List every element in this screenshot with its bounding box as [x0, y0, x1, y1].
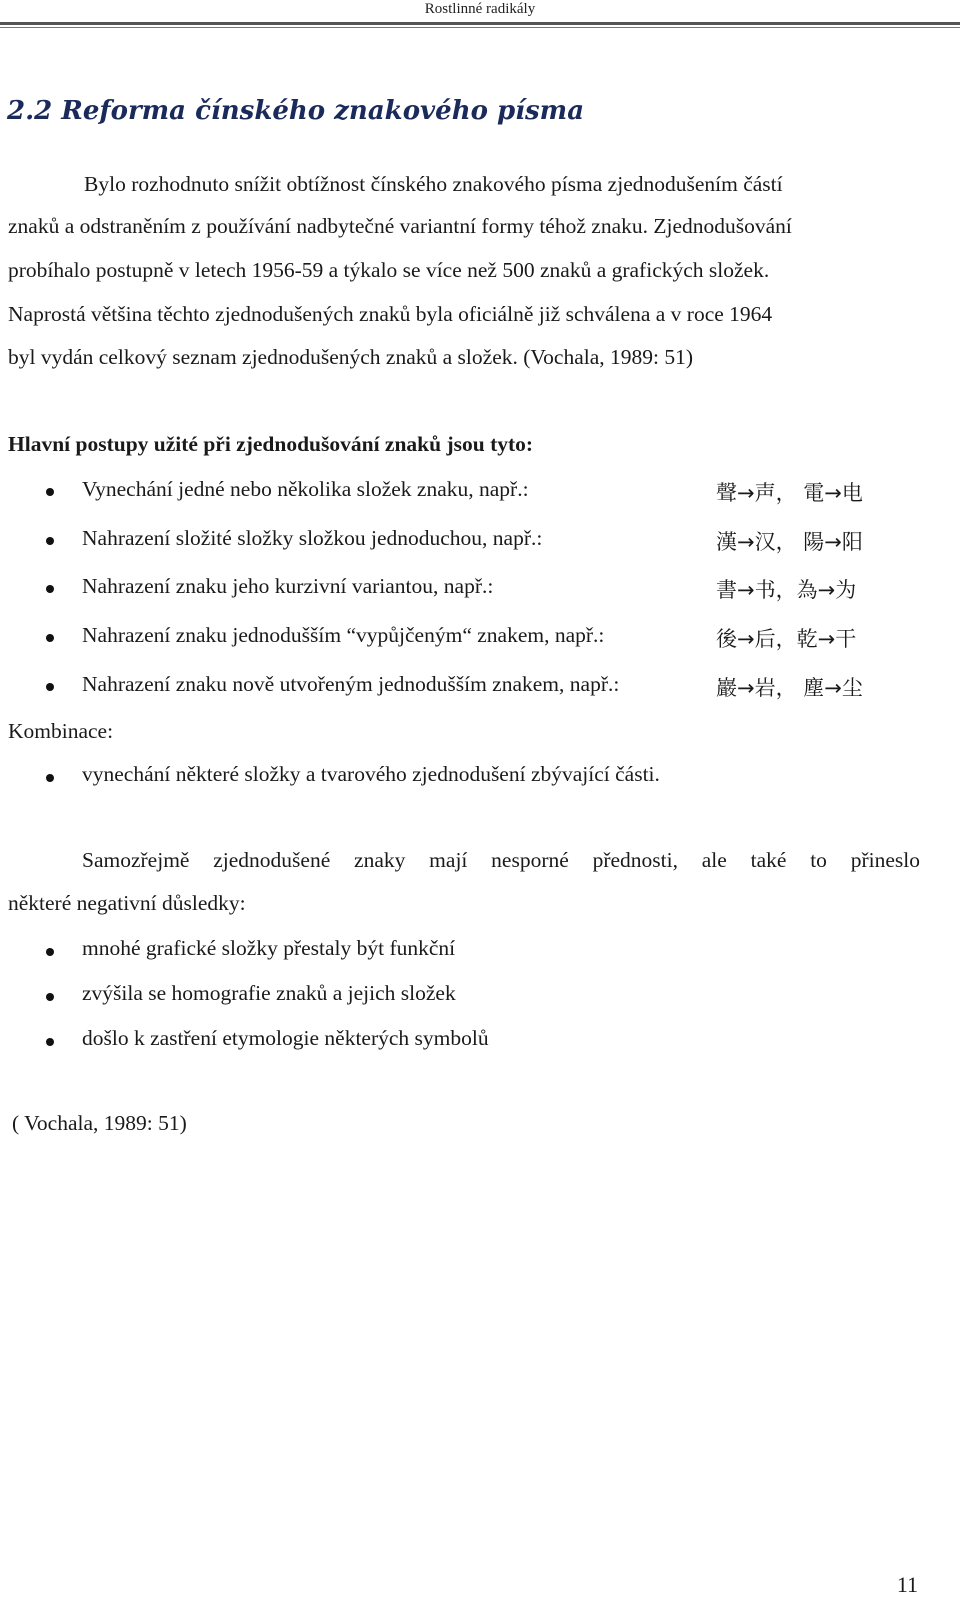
intro-line-3: probíhalo postupně v letech 1956-59 a týkalo se více než 500 znaků a grafických složek. [8, 258, 770, 282]
section-title: 2.2 Reforma čínského znakového písma [7, 96, 585, 126]
method-item-example: 後→后，乾→干 [716, 627, 857, 651]
method-item-text: Nahrazení znaku jeho kurzivní variantou, např.: [82, 574, 494, 598]
method-item-text: Nahrazení znaku nově utvořeným jednodušším znakem, např.: [82, 672, 620, 696]
bullet [46, 488, 54, 496]
method-item-text: Nahrazení znaku jednodušším “vypůjčeným“ znakem, např.: [82, 623, 605, 647]
method-item-example: 聲→声， 電→电 [716, 481, 863, 505]
method-item-text: Nahrazení složité složky složkou jednoduchou, např.: [82, 526, 543, 550]
intro-line-2: znaků a odstraněním z používání nadbytečné variantní formy téhož znaku. Zjednodušování [8, 214, 792, 238]
bullet [46, 537, 54, 545]
page-number: 11 [896, 1572, 918, 1597]
consequence-item: došlo k zastření etymologie některých symbolů [82, 1026, 489, 1050]
methods-heading: Hlavní postupy užité při zjednodušování znaků jsou tyto: [8, 432, 534, 456]
method-item-text: Vynechání jedné nebo několika složek znaku, např.: [82, 477, 529, 501]
consequences-line-1: Samozřejmě zjednodušené znaky mají nesporné přednosti, ale také to přineslo [82, 848, 920, 872]
bullet [46, 774, 54, 782]
intro-line-5: byl vydán celkový seznam zjednodušených znaků a složek. (Vochala, 1989: 51) [8, 345, 694, 369]
bullet [46, 585, 54, 593]
header-rule-thin [0, 27, 960, 28]
bullet [46, 993, 54, 1001]
method-item-example: 巖→岩， 塵→尘 [716, 676, 863, 700]
consequences-line-2: některé negativní důsledky: [8, 891, 246, 915]
method-item-example: 書→书，為→为 [716, 578, 857, 602]
intro-line-1: Bylo rozhodnuto snížit obtížnost čínského znakového písma zjednodušením částí [84, 172, 783, 196]
method-item-example: 漢→汉， 陽→阳 [716, 530, 863, 554]
bullet [46, 948, 54, 956]
running-header: Rostlinné radikály [424, 1, 536, 17]
combination-label: Kombinace: [8, 719, 114, 743]
combination-item: vynechání některé složky a tvarového zjednodušení zbývající části. [82, 762, 660, 786]
bullet [46, 683, 54, 691]
header-rule [0, 22, 960, 25]
consequence-item: zvýšila se homografie znaků a jejich složek [82, 981, 456, 1005]
citation: ( Vochala, 1989: 51) [12, 1111, 187, 1135]
bullet [46, 634, 54, 642]
intro-line-4: Naprostá většina těchto zjednodušených znaků byla oficiálně již schválena a v roce 1964 [8, 302, 773, 326]
consequence-item: mnohé grafické složky přestaly být funkční [82, 936, 456, 960]
bullet [46, 1038, 54, 1046]
